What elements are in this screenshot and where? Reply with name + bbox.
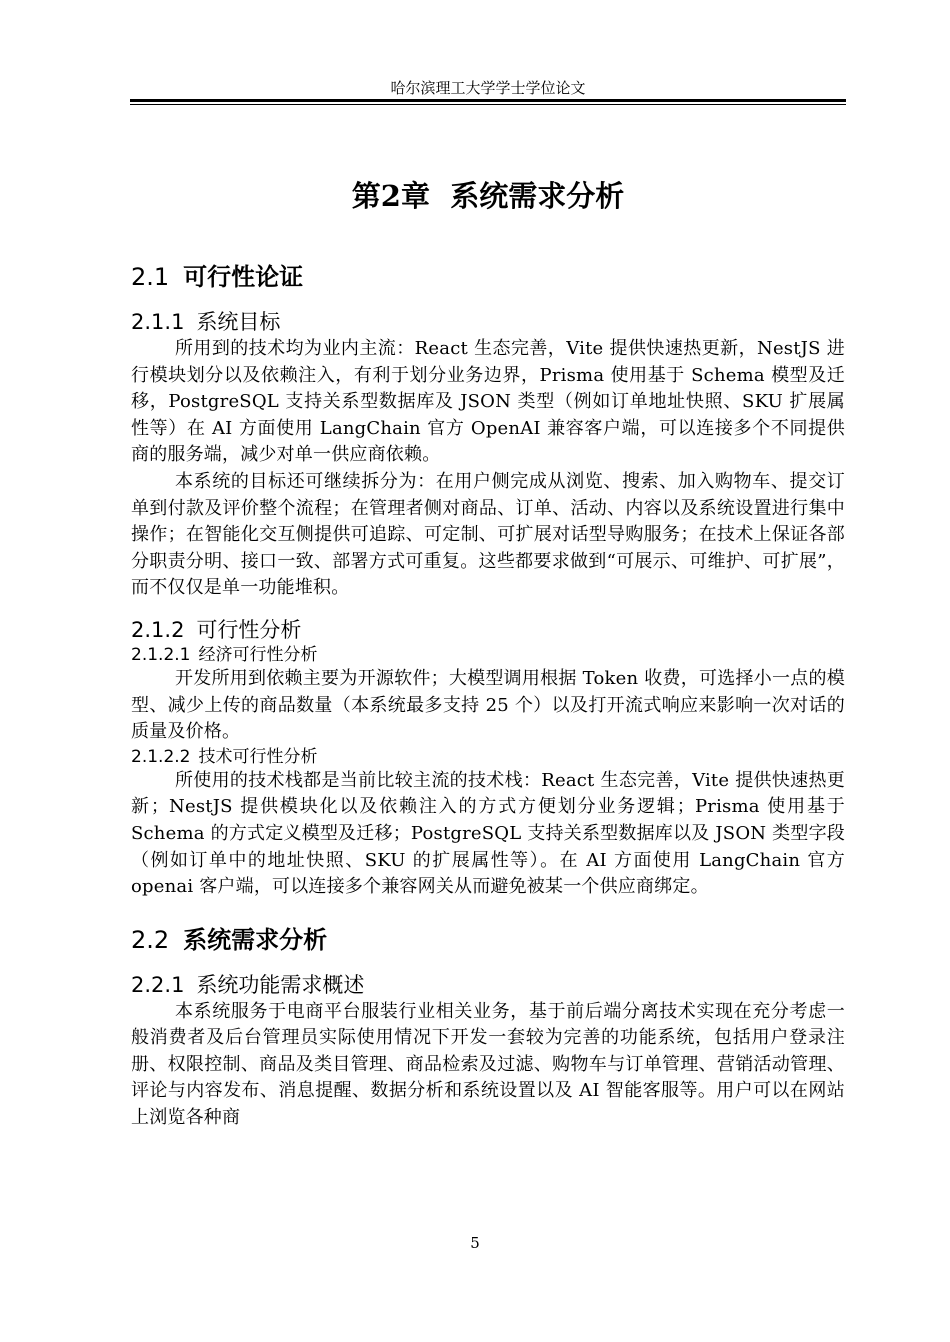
subsection-number: 2.1.1 xyxy=(131,310,185,334)
header-rule-thin xyxy=(130,104,846,105)
subsection-heading-2-1-1 xyxy=(131,308,845,336)
section-title: 系统需求分析 xyxy=(183,925,328,954)
header-rule xyxy=(130,99,846,102)
paragraph: 本系统的目标还可继续拆分为：在用户侧完成从浏览、搜索、加入购物车、提交订单到付款及评价整个流程；在管理者侧对商品、订单、活动、内容以及系统设置进行集中操作；在智能化交互侧提供可追踪、可定制、可扩展对话型导购服务；在技术上保证各部分职责分明、接口一致、部署方式可重复。这些都要求做到“可展示、可维护、可扩展”，而不仅仅是单一功能堆积。 xyxy=(131,470,845,599)
subsubsection-title: 经济可行性分析 xyxy=(198,644,318,665)
subsubsection-number: 2.1.2.2 xyxy=(131,746,191,767)
chapter-title-text: 系统需求分析 xyxy=(450,179,625,213)
subsection-number: 2.1.2 xyxy=(131,617,185,642)
subsection-number: 2.2.1 xyxy=(131,972,185,997)
chapter-title xyxy=(131,170,845,222)
subsection-heading-2-1-2 xyxy=(131,616,845,644)
paragraph: 所用到的技术均为业内主流：React 生态完善，Vite 提供快速热更新，NestJS 进行模块划分以及依赖注入，有利于划分业务边界，Prisma 使用基于 Schema 模型及迁移，PostgreSQL 支持关系型数据库及 JSON 类型（例如订单地址快照、SKU 扩展属性等）在 AI 方面使用 LangChain 官方 OpenAI 兼容客户端，可以连接多个不同提供商的服务端，减少对单一供应商依赖。 xyxy=(131,338,845,466)
subsubsection-heading-2-1-2-1 xyxy=(131,644,845,666)
paragraph: 开发所用到依赖主要为开源软件；大模型调用根据 Token 收费，可选择小一点的模型、减少上传的商品数量（本系统最多支持 25 个）以及打开流式响应来影响一次对话的质量及价格。 xyxy=(131,667,845,743)
page-number: 5 xyxy=(470,1234,480,1252)
subsection-heading-2-2-1 xyxy=(131,971,845,999)
subsubsection-heading-2-1-2-2 xyxy=(131,746,845,768)
subsubsection-title: 技术可行性分析 xyxy=(198,746,318,767)
section-heading-2-2 xyxy=(131,923,845,957)
paragraph: 所使用的技术栈都是当前比较主流的技术栈：React 生态完善，Vite 提供快速热更新；NestJS 提供模块化以及依赖注入的方式方便划分业务逻辑；Prisma 使用基于 Schema 的方式定义模型及迁移；PostgreSQL 支持关系型数据库以及 JSON 类型字段（例如订单中的地址快照、SKU 的扩展属性等）。在 AI 方面使用 LangChain 官方 openai 客户端，可以连接多个兼容网关从而避免被某一个供应商绑定。 xyxy=(131,769,845,898)
running-header: 哈尔滨理工大学学士学位论文 xyxy=(390,79,586,97)
subsection-title: 可行性分析 xyxy=(196,617,302,642)
paragraph: 本系统服务于电商平台服装行业相关业务，基于前后端分离技术实现在充分考虑一般消费者及后台管理员实际使用情况下开发一套较为完善的功能系统，包括用户登录注册、权限控制、商品及类目管理、商品检索及过滤、购物车与订单管理、营销活动管理、评论与内容发布、消息提醒、数据分析和系统设置以及 AI 智能客服等。用户可以在网站上浏览各种商 xyxy=(131,1000,845,1129)
subsection-title: 系统目标 xyxy=(196,310,281,334)
section-number: 2.2 xyxy=(131,925,170,954)
chapter-number: 第2章 xyxy=(351,179,430,213)
section-number: 2.1 xyxy=(131,263,170,291)
subsection-title: 系统功能需求概述 xyxy=(196,972,365,997)
section-title: 可行性论证 xyxy=(183,263,304,291)
subsubsection-number: 2.1.2.1 xyxy=(131,644,191,665)
page-body xyxy=(131,170,845,1132)
section-heading-2-1 xyxy=(131,260,845,294)
